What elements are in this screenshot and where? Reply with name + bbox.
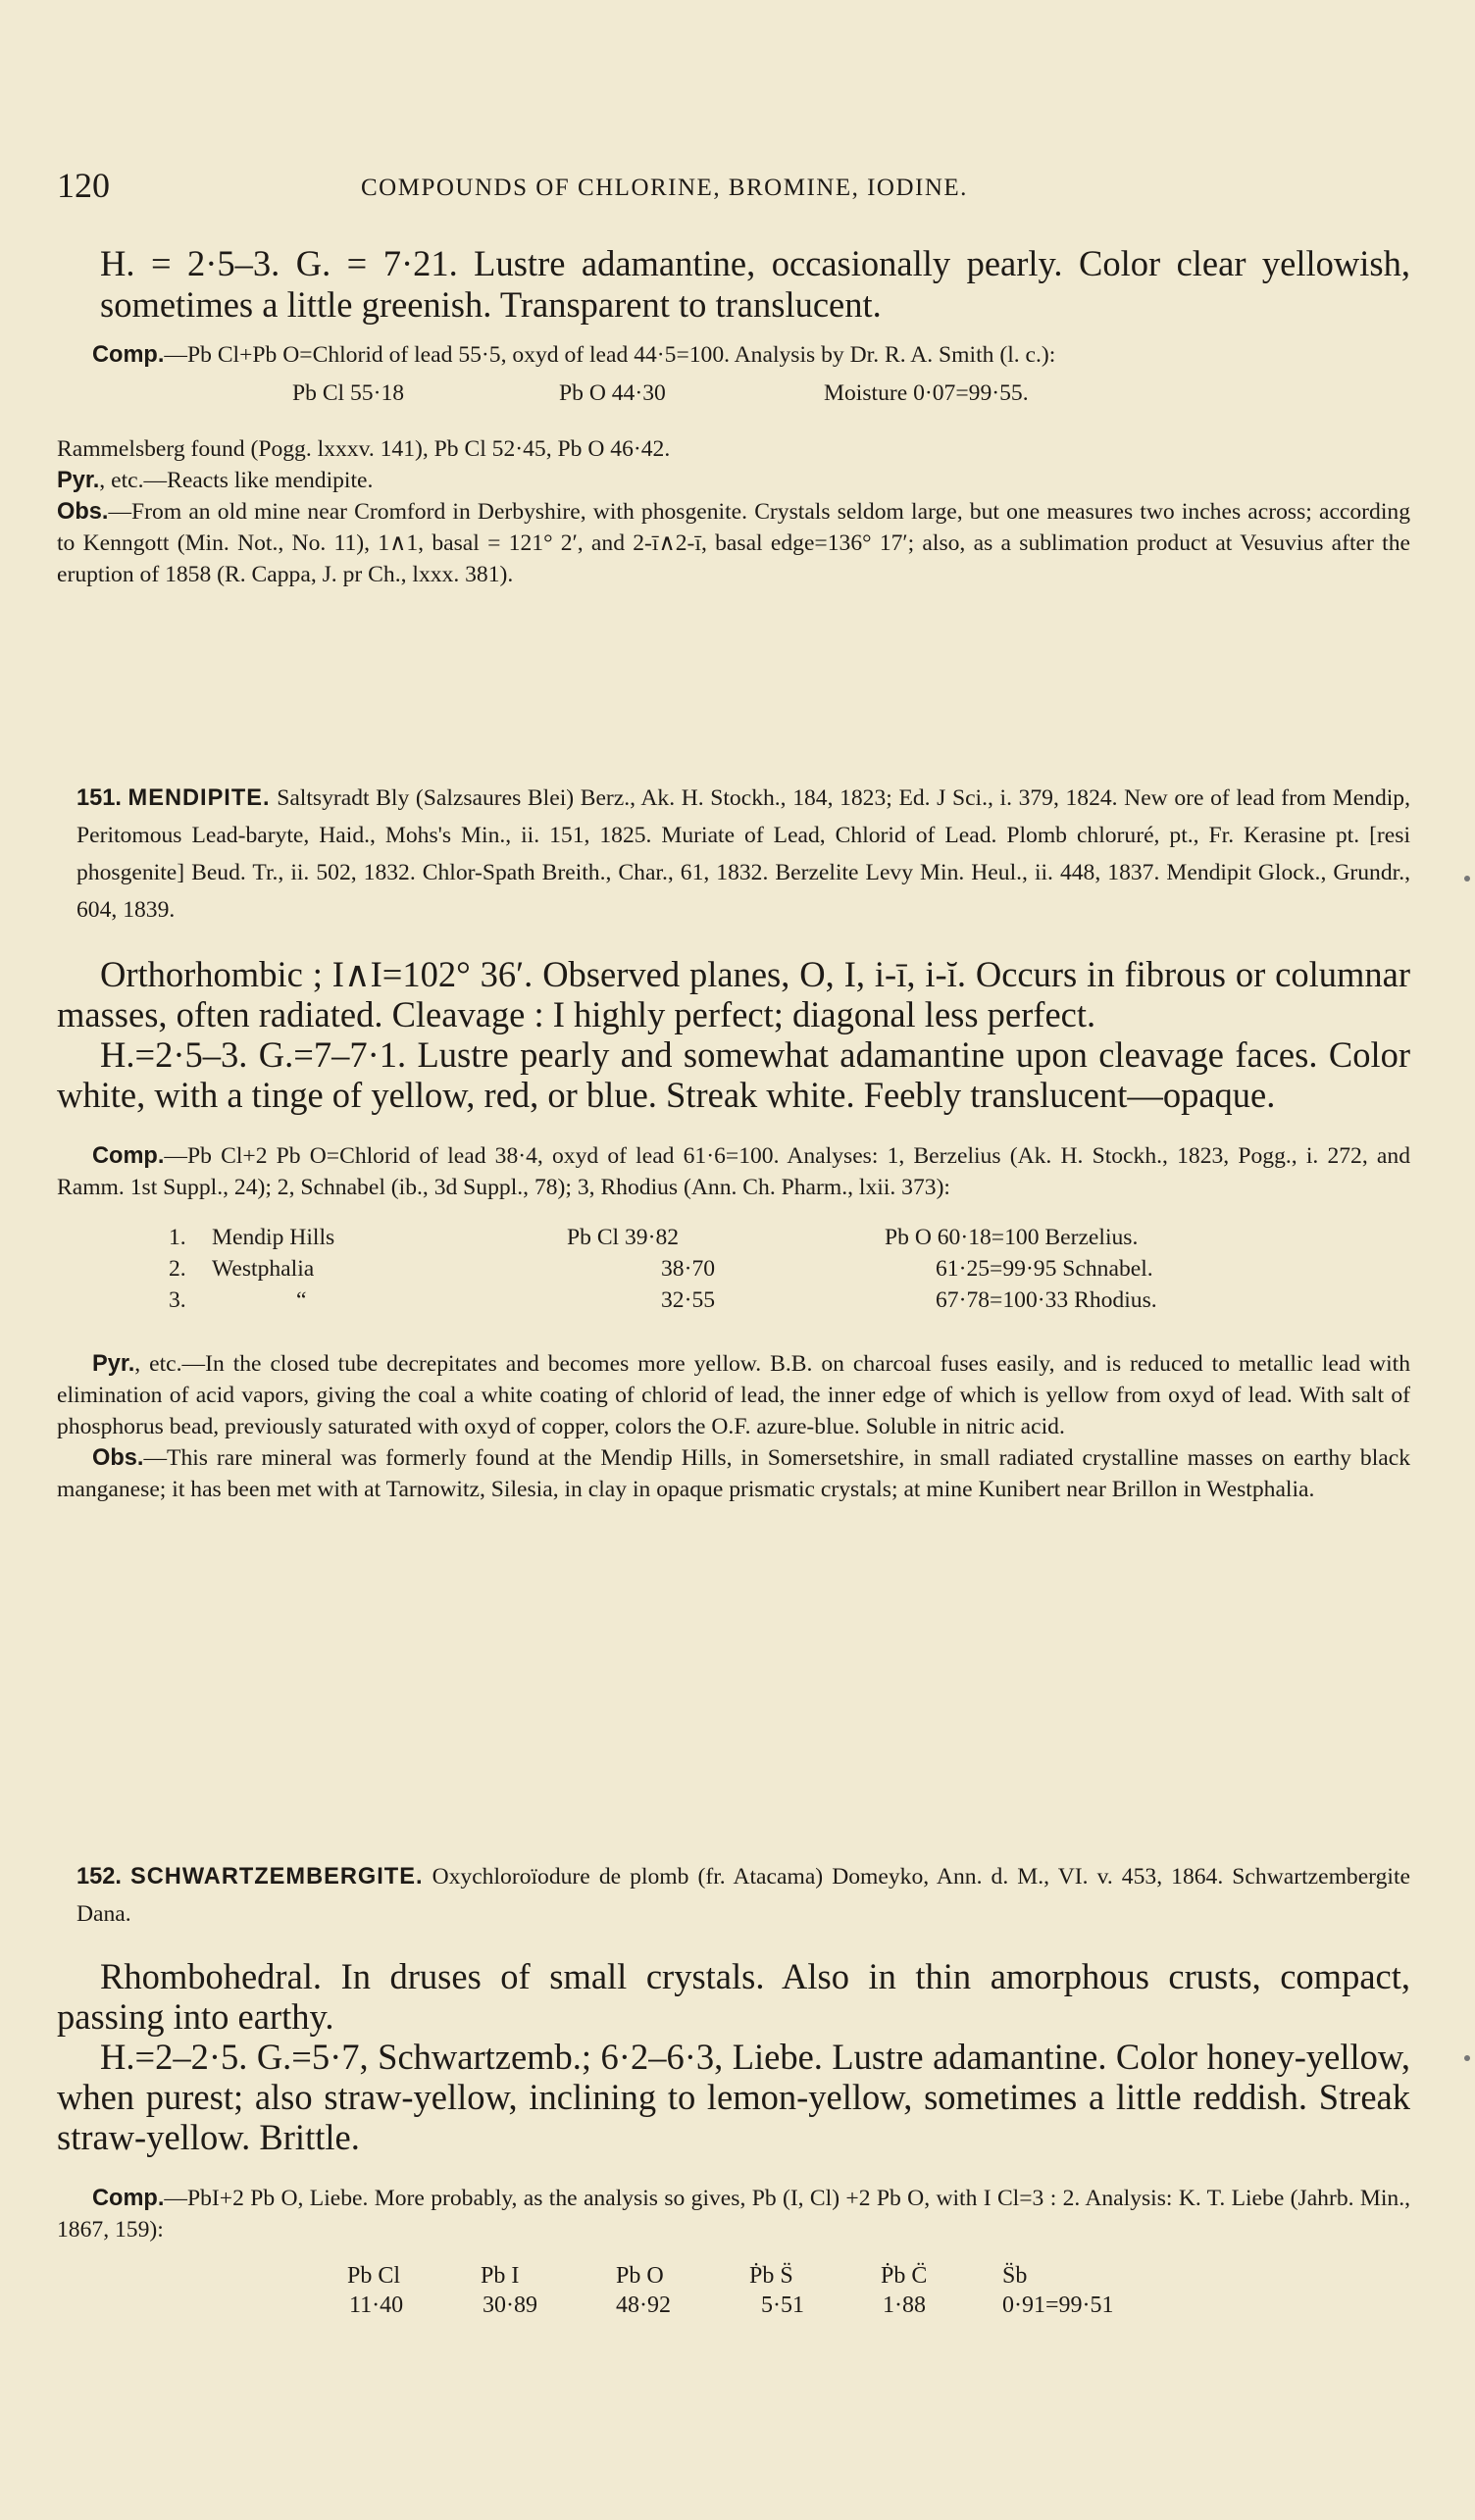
comp-label: Comp. bbox=[92, 342, 165, 368]
row-num: 2. bbox=[169, 1256, 186, 1282]
pyr-label: Pyr. bbox=[92, 1351, 135, 1377]
row-num: 3. bbox=[169, 1287, 186, 1313]
row-locality: “ bbox=[296, 1287, 307, 1313]
col-value: 1·88 bbox=[883, 2293, 926, 2318]
row-pbo: 61·25=99·95 Schnabel. bbox=[936, 1256, 1153, 1282]
col-value: 11·40 bbox=[349, 2293, 404, 2318]
top-pyr bbox=[57, 465, 1410, 496]
top-obs bbox=[57, 496, 1410, 590]
col-header: Ṗb S̈ bbox=[749, 2263, 793, 2289]
comp-text: —PbI+2 Pb O, Liebe. More probably, as the analysis so gives, Pb (I, Cl) +2 Pb O, with I Cl=3 : 2. Analysis: K. T. Liebe (Jahrb. Min., 1867, 159): bbox=[57, 2186, 1410, 2243]
col-header: S̈b bbox=[1002, 2263, 1028, 2289]
analysis-pbo: Pb O 44·30 bbox=[559, 380, 666, 406]
row-pbo: Pb O 60·18=100 Berzelius. bbox=[885, 1225, 1139, 1250]
schwartzembergite-entry bbox=[57, 1858, 1410, 2322]
comp-text: —Pb Cl+Pb O=Chlorid of lead 55·5, oxyd of lead 44·5=100. Analysis by Dr. R. A. Smith (l. c.): bbox=[164, 342, 1056, 368]
mendipite-composition bbox=[57, 1140, 1410, 1203]
margin-speck bbox=[1464, 876, 1470, 882]
analysis-header-row bbox=[57, 2263, 1410, 2293]
margin-speck bbox=[1464, 2055, 1470, 2061]
top-analysis-row bbox=[57, 380, 1410, 412]
top-composition bbox=[57, 339, 1410, 371]
analysis-value-row bbox=[57, 2293, 1410, 2322]
analysis-moisture: Moisture 0·07=99·55. bbox=[824, 380, 1029, 406]
schwartzembergite-analysis bbox=[57, 2263, 1410, 2322]
col-header: Ṗb C̈ bbox=[881, 2263, 928, 2289]
table-row bbox=[57, 1287, 1410, 1319]
mendipite-crystallography: Orthorhombic ; I∧I=102° 36′. Observed planes, O, I, i-ī, i-ĭ. Occurs in fibrous or columnar masses, often radiated. Cleavage : I highly perfect; diagonal less perfect. bbox=[57, 954, 1410, 1034]
schwartzembergite-crystallography: Rhombohedral. In druses of small crystals. Also in thin amorphous crusts, compact, passing into earthy. bbox=[57, 1956, 1410, 2037]
top-section bbox=[57, 243, 1410, 590]
obs-text: —From an old mine near Cromford in Derbyshire, with phosgenite. Crystals seldom large, but one measures two inches across; according to Kenngott (Min. Not., No. 11), 1∧1, basal = 121° 2′, and 2-ī∧2-ī, basal edge=136° 17′; also, as a sublimation product at Vesuvius after the eruption of 1858 (R. Cappa, J. pr Ch., lxxx. 381). bbox=[57, 499, 1410, 587]
col-value: 5·51 bbox=[761, 2293, 804, 2318]
page-number: 120 bbox=[57, 166, 110, 205]
obs-label: Obs. bbox=[92, 1445, 144, 1471]
pyr-text: , etc.—In the closed tube decrepitates and becomes more yellow. B.B. on charcoal fuses easily, and is reduced to metallic lead with elimination of acid vapors, giving the coal a white coating of chlorid of lead, the inner edge of which is yellow from oxyd of lead. With salt of phosphorus bead, previously saturated with oxyd of copper, colors the O.F. azure-blue. Soluble in nitric acid. bbox=[57, 1351, 1410, 1439]
row-num: 1. bbox=[169, 1225, 186, 1250]
comp-text: —Pb Cl+2 Pb O=Chlorid of lead 38·4, oxyd of lead 61·6=100. Analyses: 1, Berzelius (Ak. H. Stockh., 1823, Pogg., i. 272, and Ramm. 1st Suppl., 24); 2, Schnabel (ib., 3d Suppl., 78); 3, Rhodius (Ann. Ch. Pharm., lxii. 373): bbox=[57, 1143, 1410, 1200]
table-row bbox=[57, 1225, 1410, 1256]
col-header: Pb O bbox=[616, 2263, 664, 2289]
col-header: Pb Cl bbox=[347, 2263, 401, 2289]
obs-label: Obs. bbox=[57, 499, 109, 525]
top-physical-properties: H. = 2·5–3. G. = 7·21. Lustre adamantine, occasionally pearly. Color clear yellowish, sometimes a little greenish. Transparent to translucent. bbox=[100, 243, 1410, 325]
row-pbcl: 32·55 bbox=[661, 1287, 716, 1313]
schwartzembergite-physical: H.=2–2·5. G.=5·7, Schwartzemb.; 6·2–6·3, Liebe. Lustre adamantine. Color honey-yellow, when purest; also straw-yellow, inclining to lemon-yellow, sometimes a little reddish. Streak straw-yellow. Brittle. bbox=[57, 2037, 1410, 2157]
row-locality: Westphalia bbox=[212, 1256, 315, 1282]
entry-number: 152. bbox=[76, 1864, 122, 1890]
mendipite-entry bbox=[57, 780, 1410, 1505]
comp-label: Comp. bbox=[92, 1143, 165, 1169]
mendipite-obs bbox=[57, 1442, 1410, 1505]
col-header: Pb I bbox=[481, 2263, 520, 2289]
col-value: 30·89 bbox=[483, 2293, 537, 2318]
row-pbo: 67·78=100·33 Rhodius. bbox=[936, 1287, 1157, 1313]
synonymy-text: Oxychloroïodure de plomb (fr. Atacama) Domeyko, Ann. d. M., VI. v. 453, 1864. Schwartzembergite Dana. bbox=[76, 1864, 1410, 1927]
mendipite-analysis-table bbox=[57, 1225, 1410, 1319]
comp-label: Comp. bbox=[92, 2186, 165, 2211]
pyr-text: , etc.—Reacts like mendipite. bbox=[99, 468, 374, 493]
mendipite-physical: H.=2·5–3. G.=7–7·1. Lustre pearly and somewhat adamantine upon cleavage faces. Color white, with a tinge of yellow, red, or blue. Streak white. Feebly translucent—opaque. bbox=[57, 1034, 1410, 1115]
page-header bbox=[57, 165, 1391, 214]
schwartzembergite-synonymy bbox=[57, 1858, 1410, 1933]
row-locality: Mendip Hills bbox=[212, 1225, 335, 1250]
mendipite-pyr bbox=[57, 1348, 1410, 1442]
analysis-pbcl: Pb Cl 55·18 bbox=[292, 380, 405, 406]
running-title: COMPOUNDS OF CHLORINE, BROMINE, IODINE. bbox=[361, 175, 968, 201]
synonymy-text: Saltsyradt Bly (Salzsaures Blei) Berz., Ak. H. Stockh., 184, 1823; Ed. J Sci., i. 379, 1824. New ore of lead from Mendip, Peritomous Lead-baryte, Haid., Mohs's Min., ii. 151, 1825. Muriate of Lead, Chlorid of Lead. Plomb chloruré, pt., Fr. Kerasine pt. [resi phosgenite] Beud. Tr., ii. 502, 1832. Chlor-Spath Breith., Char., 61, 1832. Berzelite Levy Min. Heul., ii. 448, 1837. Mendipit Glock., Grundr., 604, 1839. bbox=[76, 785, 1411, 923]
pyr-label: Pyr. bbox=[57, 468, 100, 493]
row-pbcl: 38·70 bbox=[661, 1256, 716, 1282]
mendipite-synonymy bbox=[57, 780, 1410, 929]
table-row bbox=[57, 1256, 1410, 1287]
col-value: 0·91=99·51 bbox=[1002, 2293, 1114, 2318]
row-pbcl: Pb Cl 39·82 bbox=[567, 1225, 680, 1250]
schwartzembergite-composition bbox=[57, 2183, 1410, 2245]
rammelsberg-note: Rammelsberg found (Pogg. lxxxv. 141), Pb Cl 52·45, Pb O 46·42. bbox=[57, 436, 671, 462]
entry-number: 151. bbox=[76, 785, 122, 811]
col-value: 48·92 bbox=[616, 2293, 671, 2318]
entry-name: MENDIPITE. bbox=[127, 785, 271, 811]
obs-text: —This rare mineral was formerly found at the Mendip Hills, in Somersetshire, in small radiated crystalline masses on earthy black manganese; it has been met with at Tarnowitz, Silesia, in clay in opaque prismatic crystals; at mine Kunibert near Brillon in Westphalia. bbox=[57, 1445, 1410, 1502]
entry-name: SCHWARTZEMBERGITE. bbox=[130, 1864, 424, 1890]
